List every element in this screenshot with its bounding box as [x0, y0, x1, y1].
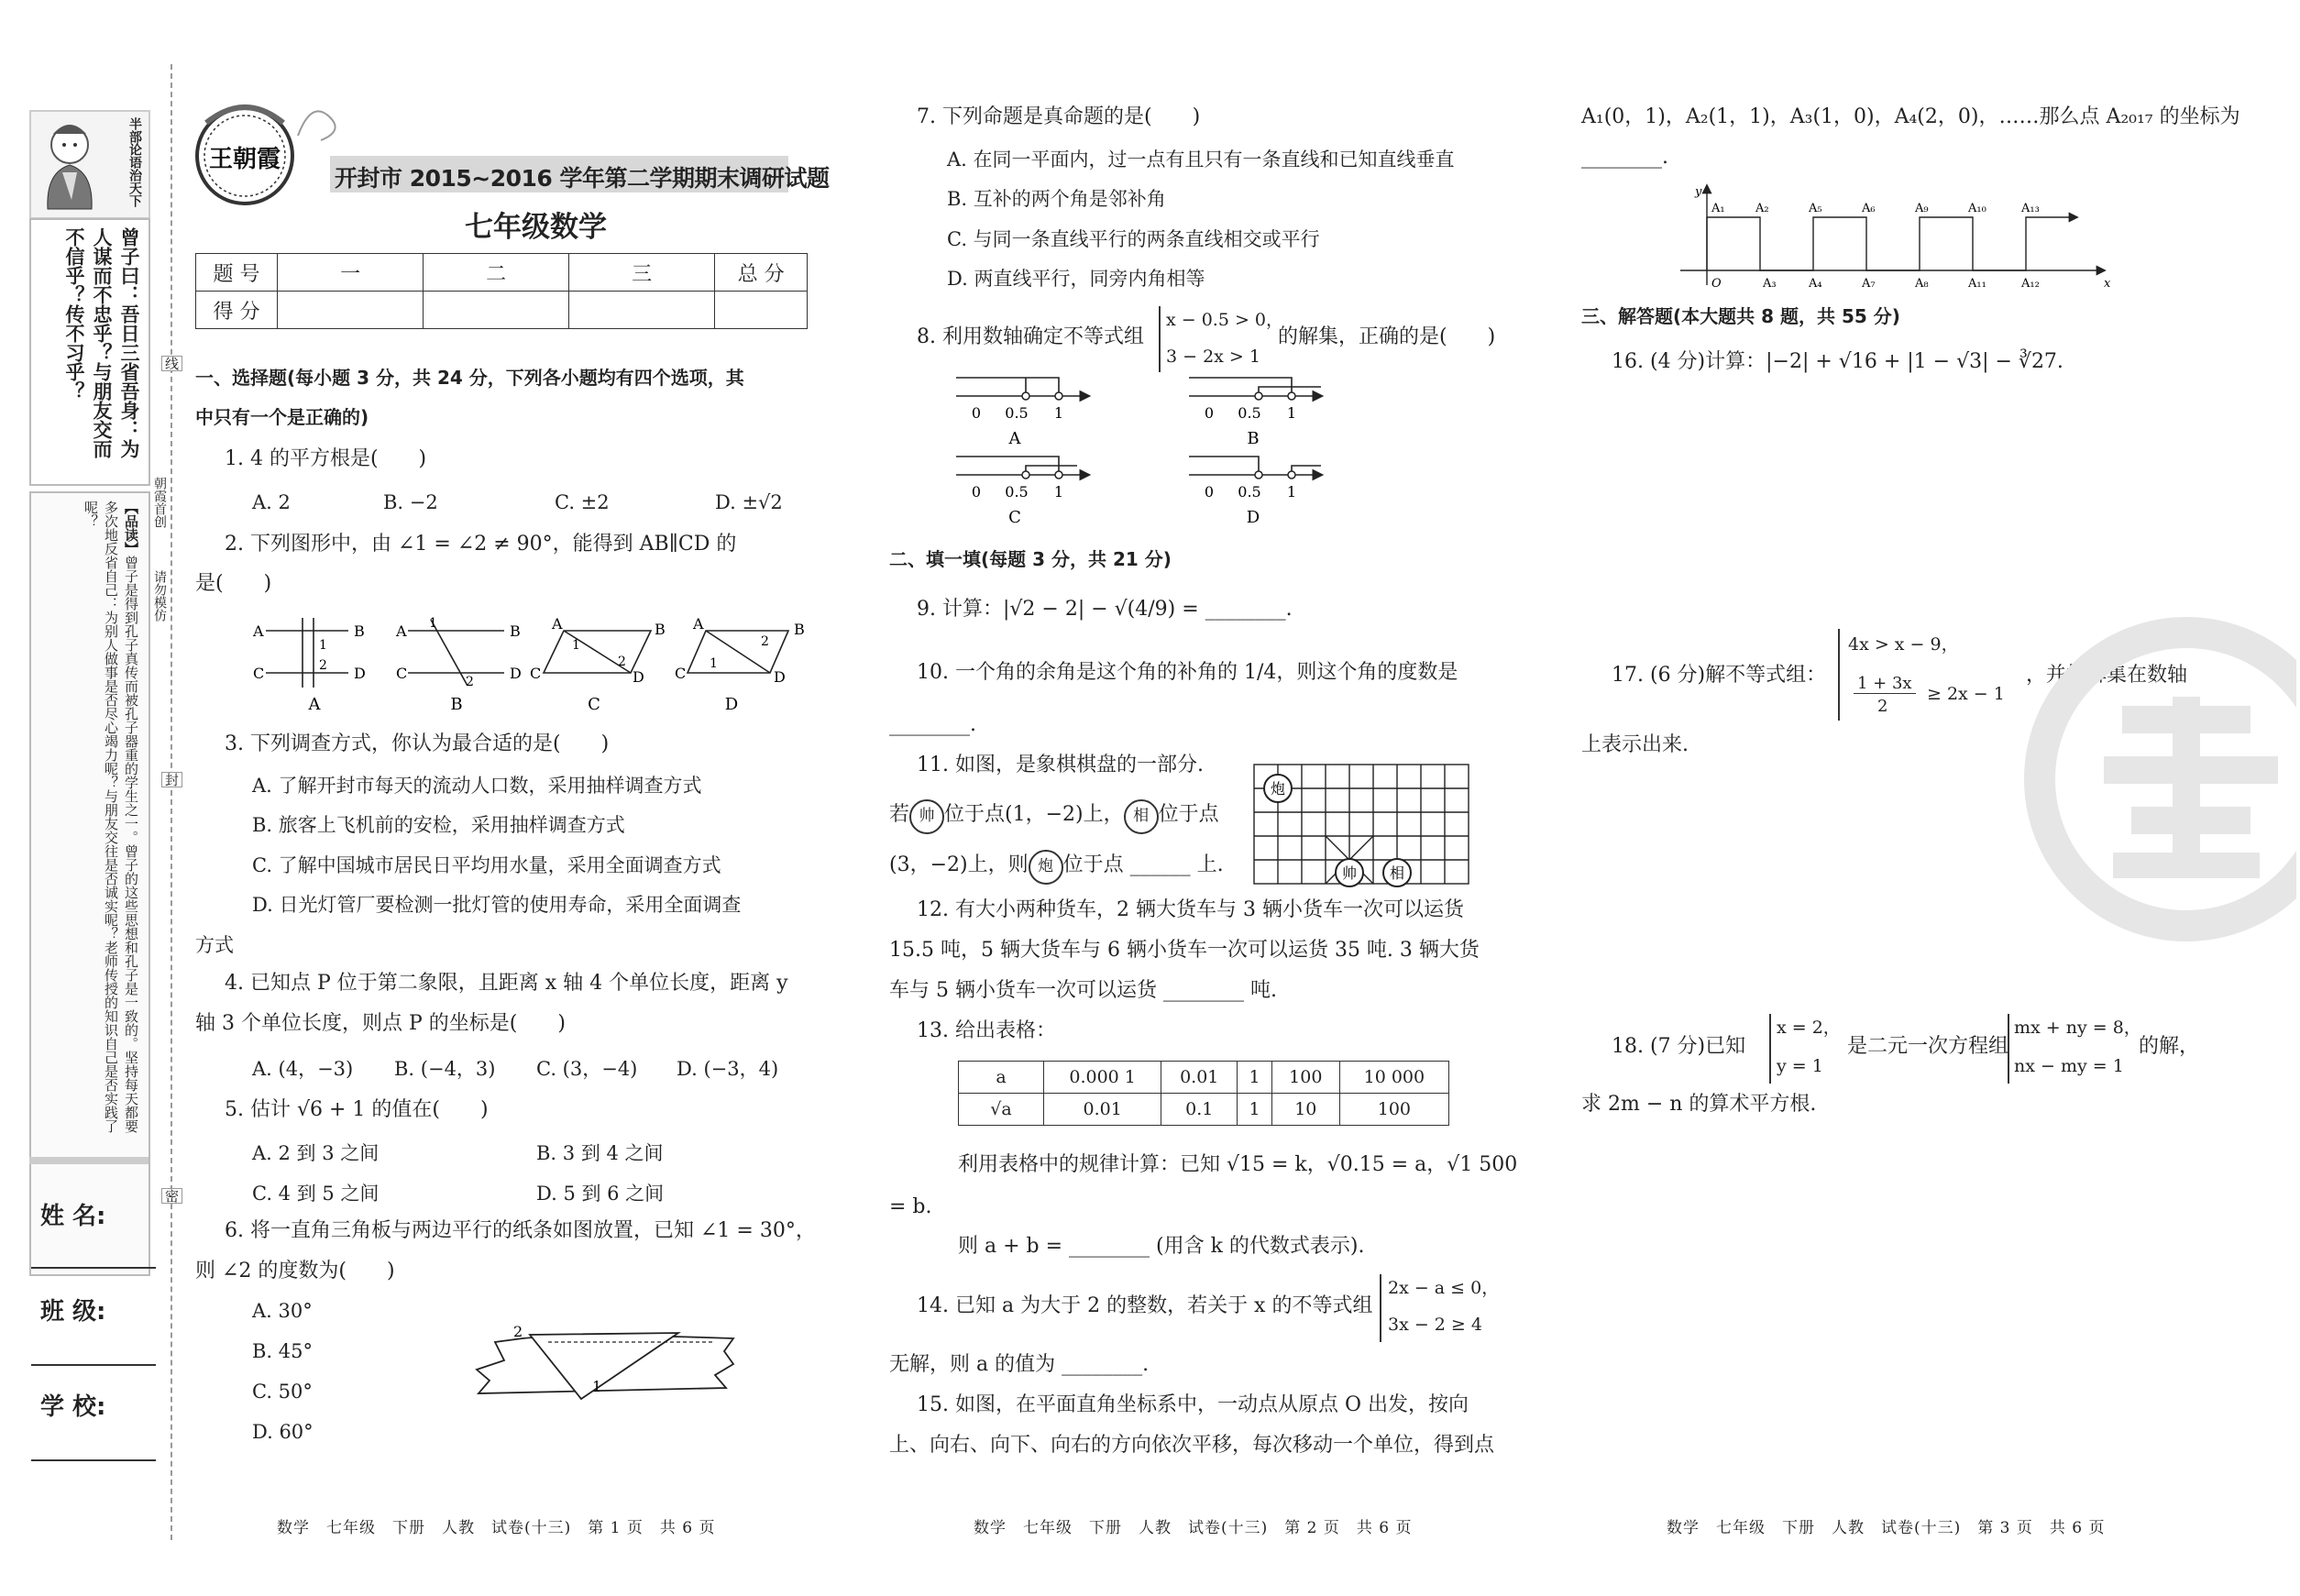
q13-a-1: 0.000 1	[1044, 1062, 1161, 1094]
q11-line-2b: 位于点(1，−2)上，	[944, 803, 1124, 826]
footer-page-2: 数学 七年级 下册 人教 试卷(十三) 第 2 页 共 6 页	[974, 1519, 1413, 1537]
shuai-piece-icon: 帅	[909, 799, 944, 834]
q18-brace-1	[1769, 1014, 1777, 1084]
svg-text:A₅: A₅	[1809, 202, 1822, 215]
svg-text:0.5: 0.5	[1238, 404, 1261, 422]
svg-text:C: C	[530, 665, 542, 682]
svg-text:1: 1	[429, 616, 437, 631]
q17-brace	[1838, 629, 1845, 721]
score-header-label: 题 号	[196, 254, 278, 292]
q15-line-4: ________.	[1581, 146, 1668, 169]
q2-stem: 2. 下列图形中，由 ∠1 = ∠2 ≠ 90°，能得到 AB∥CD 的	[225, 533, 737, 556]
q11-line-3	[889, 850, 1224, 885]
q14-ineq-2: 3x − 2 ≥ 4	[1388, 1315, 1482, 1335]
q6-option-d[interactable]: D. 60°	[252, 1421, 314, 1443]
svg-text:1: 1	[1053, 483, 1064, 501]
sidebar	[29, 110, 149, 1164]
svg-text:A₄: A₄	[1809, 277, 1822, 291]
svg-text:C: C	[675, 665, 687, 682]
q1-option-a[interactable]: A. 2	[252, 491, 291, 513]
binding-line	[171, 64, 172, 1540]
chess-pao: 炮	[1270, 780, 1286, 798]
q17-ineq-2-rest: ≥ 2x − 1	[1927, 684, 2005, 704]
q15-line-1: 15. 如图，在平面直角坐标系中，一动点从原点 O 出发，按向	[917, 1393, 1469, 1416]
watermark-seal-icon	[2021, 605, 2296, 972]
q17-ineq-1: 4x > x − 9，	[1848, 634, 1959, 655]
sidebar-gray-bar	[29, 1157, 149, 1164]
svg-text:B: B	[794, 621, 805, 638]
pao-piece-icon: 炮	[1029, 850, 1063, 885]
section2-heading: 二、填一填(每题 3 分，共 21 分)	[889, 548, 1172, 570]
score-header-2: 二	[424, 254, 569, 292]
svg-text:0: 0	[1204, 483, 1215, 501]
q6-option-c[interactable]: C. 50°	[252, 1381, 313, 1403]
seal-note-1: 朝霞首创	[152, 477, 167, 528]
q13-line-2: = b.	[889, 1195, 932, 1218]
q1-stem: 1. 4 的平方根是( )	[225, 447, 427, 470]
score-table	[195, 253, 808, 329]
seal-note-2: 请勿模仿	[152, 570, 167, 622]
q6-option-b[interactable]: B. 45°	[252, 1340, 314, 1362]
svg-text:A: A	[396, 622, 407, 640]
q1-option-d[interactable]: D. ±√2	[715, 491, 783, 513]
ribbon-decoration-icon	[293, 99, 348, 154]
q7-option-a[interactable]: A. 在同一平面内，过一点有且只有一条直线和已知直线垂直	[947, 149, 1455, 171]
binding-mark-2: 封	[161, 772, 182, 787]
q13-stem: 13. 给出表格：	[917, 1019, 1056, 1042]
q10-text: 10. 一个角的余角是这个角的补角的 1/4，则这个角的度数是	[917, 661, 1458, 684]
svg-text:1: 1	[1053, 404, 1064, 422]
section1-heading: 一、选择题(每小题 3 分，共 24 分，下列各小题均有四个选项，其	[195, 367, 744, 389]
svg-text:2: 2	[513, 1323, 523, 1340]
q13-sqrt-1: 0.01	[1044, 1094, 1161, 1126]
svg-text:A₉: A₉	[1915, 202, 1929, 215]
svg-text:A₁: A₁	[1711, 202, 1725, 215]
svg-text:D: D	[774, 668, 786, 686]
reading-text	[81, 501, 141, 1133]
chess-xiang: 相	[1389, 864, 1405, 882]
q11-line-3a: (3，−2)上，则	[889, 853, 1029, 876]
section3-heading: 三、解答题(本大题共 8 题，共 55 分)	[1581, 305, 1900, 327]
q11-line-2	[889, 799, 1219, 834]
q2-figure-a	[266, 618, 348, 688]
q13-sqrt-header: √a	[959, 1094, 1044, 1126]
q18-sys2-a: mx + ny = 8，	[2014, 1018, 2141, 1038]
q8-number-lines	[949, 365, 1334, 530]
q2-label-c: C	[588, 695, 600, 714]
score-cell-1[interactable]	[278, 292, 424, 329]
svg-text:C: C	[253, 665, 265, 682]
q17-suffix: ，并把解集在数轴	[2026, 664, 2188, 687]
q3-option-a[interactable]: A. 了解开封市每天的流动人口数，采用抽样调查方式	[252, 775, 702, 797]
svg-text:1: 1	[1286, 404, 1297, 422]
svg-text:A₁₃: A₁₃	[2021, 202, 2040, 215]
q13-sqrt-4: 10	[1271, 1094, 1339, 1126]
q18-line-2: 求 2m − n 的算术平方根.	[1581, 1093, 1817, 1116]
quote-box	[29, 218, 150, 486]
q2-label-a: A	[308, 695, 321, 714]
q17-prefix: 17. (6 分)解不等式组：	[1612, 664, 1827, 687]
svg-text:A: A	[253, 622, 264, 640]
q2-label-d: D	[724, 695, 739, 714]
q18-sys2-b: nx − my = 1	[2014, 1056, 2124, 1076]
q6-option-a[interactable]: A. 30°	[252, 1300, 313, 1322]
svg-text:A: A	[693, 615, 704, 633]
footer-page-3: 数学 七年级 下册 人教 试卷(十三) 第 3 页 共 6 页	[1667, 1519, 2106, 1537]
q1-option-b[interactable]: B. −2	[383, 491, 438, 513]
q8-label-b: B	[1247, 429, 1260, 448]
logo-text: 王朝霞	[208, 146, 281, 173]
q6-figure	[468, 1305, 743, 1406]
portrait-box	[29, 110, 150, 219]
q1-option-c[interactable]: C. ±2	[555, 491, 610, 513]
q4-option-c[interactable]: C. (3，−4)	[536, 1058, 638, 1080]
q13-a-2: 0.01	[1161, 1062, 1238, 1094]
binding-mark-1: 线	[161, 356, 182, 371]
score-header-3: 三	[569, 254, 715, 292]
svg-text:1: 1	[319, 638, 327, 653]
svg-text:y: y	[1695, 185, 1702, 199]
svg-text:2: 2	[466, 675, 474, 689]
svg-text:0: 0	[971, 483, 982, 501]
q8-label-d: D	[1246, 508, 1260, 527]
svg-text:2: 2	[618, 655, 626, 669]
svg-text:1: 1	[592, 1378, 602, 1395]
q14-ineq-1: 2x − a ≤ 0，	[1388, 1278, 1500, 1298]
quote-text: 曾子曰：吾日三省吾身：为人谋而不忠乎？与朋友交而不信乎？传不习乎？	[63, 227, 140, 458]
q11-chessboard	[1249, 759, 1478, 897]
q7-stem: 7. 下列命题是真命题的是( )	[917, 105, 1201, 128]
q11-line-2a: 若	[889, 803, 910, 826]
school-label: 学 校:	[40, 1393, 106, 1421]
q11-line-2c: 位于点	[1158, 803, 1219, 826]
svg-text:0.5: 0.5	[1238, 483, 1261, 501]
binding-mark-3: 密	[161, 1188, 182, 1204]
q12-line-2: 15.5 吨，5 辆大货车与 6 辆小货车一次可以运货 35 吨. 3 辆大货	[889, 939, 1480, 962]
q13-table	[958, 1061, 1449, 1126]
section1-heading-2: 中只有一个是正确的)	[195, 406, 369, 428]
q4-stem-2: 轴 3 个单位长度，则点 P 的坐标是( )	[195, 1012, 566, 1035]
q3-option-d[interactable]: D. 日光灯管厂要检测一批灯管的使用寿命，采用全面调查	[252, 894, 742, 916]
q6-stem: 6. 将一直角三角板与两边平行的纸条如图放置，已知 ∠1 = 30°，	[225, 1219, 816, 1242]
q15-graph	[1673, 179, 2122, 293]
svg-text:B: B	[510, 622, 521, 640]
q13-a-3: 1	[1238, 1062, 1272, 1094]
q18-sys1-a: x = 2，	[1777, 1018, 1841, 1038]
q17-ineq-2-den: 2	[1877, 697, 1888, 716]
reading-body: 曾子是得到孔子真传而被孔子器重的学生之一。曾子的这些思想和孔子是一致的。坚持每天都要多次地反省自己：为别人做事是否尽心竭力呢？与朋友交往是否诚实呢？老师传授的知识自己是否实践了呢？	[83, 501, 139, 1133]
q3-option-d-2: 方式	[195, 934, 234, 956]
q5-option-c[interactable]: C. 4 到 5 之间	[252, 1183, 380, 1205]
score-header-1: 一	[278, 254, 424, 292]
svg-text:A: A	[552, 615, 563, 633]
q12-line-3: 车与 5 辆小货车一次可以运货 ________ 吨.	[889, 979, 1277, 1002]
score-cell-3[interactable]	[569, 292, 715, 329]
q18-prefix: 18. (7 分)已知	[1612, 1035, 1746, 1058]
q13-a-5: 10 000	[1339, 1062, 1448, 1094]
q2-label-b: B	[450, 695, 463, 714]
svg-text:A₂: A₂	[1755, 202, 1769, 215]
vertical-phrase: 半部论语治天下	[127, 117, 142, 207]
q4-option-a[interactable]: A. (4，−3)	[252, 1058, 354, 1080]
score-header-total: 总 分	[715, 254, 808, 292]
q4-option-d[interactable]: D. (−3，4)	[677, 1058, 779, 1080]
q7-option-c[interactable]: C. 与同一条直线平行的两条直线相交或平行	[947, 228, 1320, 250]
svg-text:D: D	[633, 668, 644, 686]
svg-text:x: x	[2104, 277, 2111, 291]
q14-line-2: 无解，则 a 的值为 ________.	[889, 1353, 1150, 1376]
q13-a-header: a	[959, 1062, 1044, 1094]
svg-text:A₁₁: A₁₁	[1968, 277, 1986, 291]
q8-ineq-1: x − 0.5 > 0，	[1166, 310, 1284, 330]
q15-line-2: 上、向右、向下、向右的方向依次平移，每次移动一个单位，得到点	[889, 1434, 1495, 1457]
q15-line-3: A₁(0，1)，A₂(1，1)，A₃(1，0)，A₄(2，0)，……那么点 A₂₀₁₇ 的坐标为	[1581, 105, 2240, 128]
q13-a-4: 100	[1271, 1062, 1339, 1094]
q13-line-3: 则 a + b = ________ (用含 k 的代数式表示).	[958, 1235, 1365, 1258]
q8-suffix: 的解集，正确的是( )	[1278, 325, 1496, 348]
q11-line-1: 11. 如图，是象棋棋盘的一部分.	[917, 754, 1204, 776]
school-field[interactable]	[31, 1459, 156, 1461]
q3-option-c[interactable]: C. 了解中国城市居民日平均用水量，采用全面调查方式	[252, 854, 721, 876]
q5-option-d[interactable]: D. 5 到 6 之间	[536, 1183, 665, 1205]
svg-text:1: 1	[1286, 483, 1297, 501]
q8-label-a: A	[1008, 429, 1021, 448]
svg-text:D: D	[510, 665, 522, 682]
exam-title: 开封市 2015~2016 学年第二学期期末调研试题	[335, 165, 830, 192]
q10-text-2: ________.	[889, 713, 976, 736]
svg-text:1: 1	[710, 656, 718, 671]
q2-figure-c	[544, 631, 651, 673]
q2-figures	[248, 609, 834, 719]
svg-text:A₁₂: A₁₂	[2021, 277, 2040, 291]
q17-ineq-2-num: 1 + 3x	[1854, 674, 1916, 694]
svg-text:B: B	[655, 621, 666, 638]
q13-sqrt-3: 1	[1238, 1094, 1272, 1126]
svg-text:A₃: A₃	[1763, 277, 1777, 291]
q9-text: 9. 计算：|√2 − 2| − √(4/9) = ________.	[917, 598, 1293, 621]
svg-text:1: 1	[572, 638, 580, 653]
svg-text:A₆: A₆	[1862, 202, 1876, 215]
exam-subtitle: 七年级数学	[465, 211, 607, 244]
score-cell-2[interactable]	[424, 292, 569, 329]
svg-text:C: C	[396, 665, 408, 682]
class-label: 班 级:	[40, 1298, 106, 1326]
q7-option-b[interactable]: B. 互补的两个角是邻补角	[947, 188, 1166, 210]
q14-brace	[1380, 1274, 1387, 1342]
q4-stem: 4. 已知点 P 位于第二象限，且距离 x 轴 4 个单位长度，距离 y	[225, 972, 788, 995]
q12-line-1: 12. 有大小两种货车，2 辆大货车与 3 辆小货车一次可以运货	[917, 898, 1464, 921]
svg-text:2: 2	[319, 658, 327, 673]
q11-line-3b: 位于点 ______ 上.	[1062, 853, 1224, 876]
chess-shuai: 帅	[1341, 864, 1358, 882]
svg-text:B: B	[354, 622, 365, 640]
svg-text:O: O	[1711, 277, 1722, 291]
q2-figure-d	[688, 631, 788, 673]
q8-ineq-2: 3 − 2x > 1	[1166, 347, 1260, 367]
svg-text:A₈: A₈	[1915, 277, 1929, 291]
q4-option-b[interactable]: B. (−4，3)	[394, 1058, 496, 1080]
confucius-portrait-icon	[35, 117, 108, 213]
q3-stem: 3. 下列调查方式，你认为最合适的是( )	[225, 732, 610, 755]
q17-line-2: 上表示出来.	[1581, 733, 1689, 756]
xiang-piece-icon: 相	[1124, 799, 1159, 834]
svg-text:0.5: 0.5	[1005, 483, 1029, 501]
svg-text:0: 0	[971, 404, 982, 422]
footer-page-1: 数学 七年级 下册 人教 试卷(十三) 第 1 页 共 6 页	[277, 1519, 716, 1537]
svg-text:D: D	[354, 665, 366, 682]
score-row-label: 得 分	[196, 292, 278, 329]
q16-text: 16. (4 分)计算：|−2| + √16 + |1 − √3| − ∛27.	[1612, 350, 2063, 373]
svg-text:0: 0	[1204, 404, 1215, 422]
svg-text:0.5: 0.5	[1005, 404, 1029, 422]
q18-sys1-b: y = 1	[1777, 1056, 1823, 1076]
q13-sqrt-5: 100	[1339, 1094, 1448, 1126]
reading-label: 【品读】	[123, 501, 139, 556]
q8-label-c: C	[1008, 508, 1021, 527]
q2-figure-b	[408, 620, 504, 686]
svg-text:A₇: A₇	[1862, 277, 1876, 291]
q18-suffix: 的解，	[2139, 1035, 2200, 1058]
q5-stem: 5. 估计 √6 + 1 的值在( )	[225, 1098, 489, 1121]
q8-prefix: 8. 利用数轴确定不等式组	[917, 325, 1144, 348]
q8-brace	[1159, 306, 1166, 372]
svg-text:2: 2	[761, 634, 769, 649]
q13-line-1: 利用表格中的规律计算：已知 √15 = k，√0.15 = a，√1 500	[958, 1153, 1518, 1176]
name-label: 姓 名:	[40, 1203, 106, 1230]
q2-stem-2: 是( )	[195, 572, 272, 595]
score-cell-total[interactable]	[715, 292, 808, 329]
q18-mid: 是二元一次方程组	[1847, 1035, 2009, 1058]
q14-prefix: 14. 已知 a 为大于 2 的整数，若关于 x 的不等式组	[917, 1294, 1373, 1317]
q6-stem-2: 则 ∠2 的度数为( )	[195, 1260, 395, 1282]
q7-option-d[interactable]: D. 两直线平行，同旁内角相等	[947, 268, 1205, 290]
q5-option-a[interactable]: A. 2 到 3 之间	[252, 1142, 380, 1164]
svg-text:A₁₀: A₁₀	[1968, 202, 1986, 215]
q13-sqrt-2: 0.1	[1161, 1094, 1238, 1126]
q3-option-b[interactable]: B. 旅客上飞机前的安检，采用抽样调查方式	[252, 814, 625, 836]
q5-option-b[interactable]: B. 3 到 4 之间	[536, 1142, 664, 1164]
class-field[interactable]	[31, 1364, 156, 1366]
name-field[interactable]	[31, 1267, 156, 1269]
